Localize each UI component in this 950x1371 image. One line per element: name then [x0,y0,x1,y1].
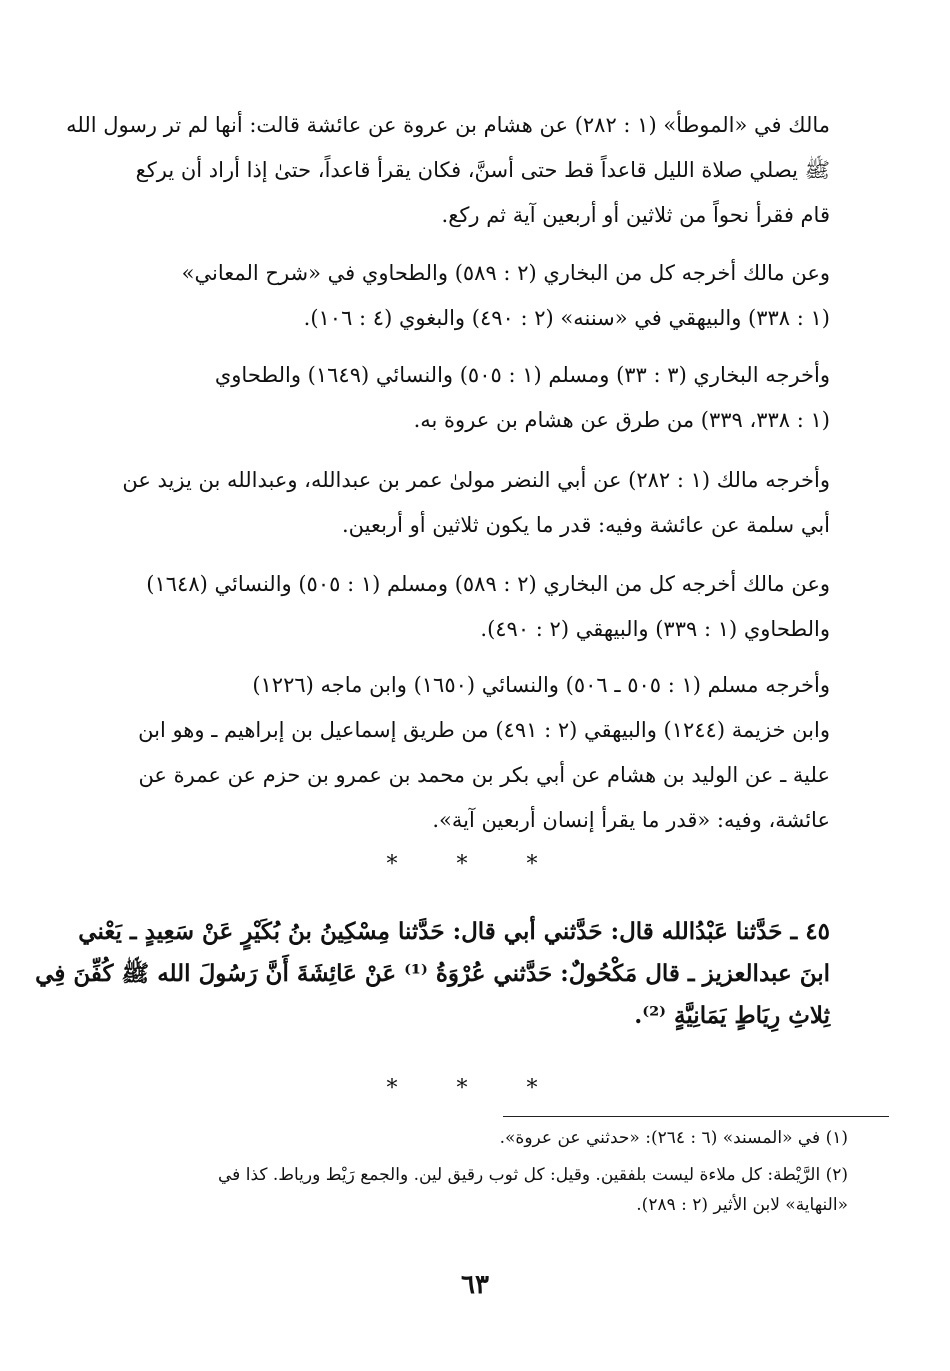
text-line: والطحاوي (١ : ٣٣٩) والبيهقي (٢ : ٤٩٠). [480,617,830,641]
footnote-line: «النهاية» لابن الأثير (٢ : ٢٨٩). [636,1195,848,1215]
hadith-line: ابنَ عبدالعزيز ـ قال مَكْحُولٌ: حَدَّثني عُرْوَةُ ⁽¹⁾ عَنْ عَائِشَةَ أَنَّ رَسُولَ الله ﷺ كُفِّنَ فِي [35,960,830,987]
hadith-line: ٤٥ ـ حَدَّثنا عَبْدُالله قال: حَدَّثني أبي قال: حَدَّثنا مِسْكِينُ بنُ بُكَيْرٍ عَنْ سَعِيدٍ ـ يَعْني [78,918,830,945]
hadith-45 [35,911,830,1037]
paragraph-2 [108,251,830,341]
hadith-line: ثِلاثِ رِيَاطٍ يَمَانِيَّةٍ ⁽²⁾. [634,1002,830,1029]
paragraph-4 [108,458,830,548]
footnote-divider [503,1116,889,1117]
paragraph-6 [108,663,830,843]
footnote-1 [108,1123,848,1153]
text-line: وأخرجه البخاري (٣ : ٣٣) ومسلم (١ : ٥٠٥) والنسائي (١٦٤٩) والطحاوي [214,363,830,387]
text-line: وأخرجه مسلم (١ : ٥٠٥ ـ ٥٠٦) والنسائي (١٦٥٠) وابن ماجه (١٢٢٦) [252,673,830,697]
paragraph-3 [108,353,830,443]
text-line: (١ : ٣٣٨، ٣٣٩) من طرق عن هشام بن عروة به. [413,408,830,432]
paragraph-5 [108,562,830,652]
text-line: وعن مالك أخرجه كل من البخاري (٢ : ٥٨٩) والطحاوي في «شرح المعاني» [181,261,830,285]
text-line: وعن مالك أخرجه كل من البخاري (٢ : ٥٨٩) ومسلم (١ : ٥٠٥) والنسائي (١٦٤٨) [146,572,830,596]
footnote-line: (١) في «المسند» (٦ : ٢٦٤): «حدثني عن عروة». [499,1128,848,1148]
text-line: مالك في «الموطأ» (١ : ٢٨٢) عن هشام بن عروة عن عائشة قالت: أنها لم تر رسول الله [66,113,830,137]
text-line: وأخرجه مالك (١ : ٢٨٢) عن أبي النضر مولىٰ عمر بن عبدالله، وعبدالله بن يزيد عن [122,468,830,492]
text-line: أبي سلمة عن عائشة وفيه: قدر ما يكون ثلاثين أو أربعين. [341,513,830,537]
page-number: ٦٣ [461,1270,489,1300]
text-line: علية ـ عن الوليد بن هشام عن أبي بكر بن محمد بن عمرو بن حزم عن عمرة عن [138,763,830,787]
paragraph-1 [66,103,830,238]
text-line: (١ : ٣٣٨) والبيهقي في «سننه» (٢ : ٤٩٠) والبغوي (٤ : ١٠٦). [303,306,830,330]
text-line: ﷺ يصلي صلاة الليل قاعداً قط حتى أسنَّ، فكان يقرأ قاعداً، حتىٰ إذا أراد أن يركع [135,158,830,182]
section-separator: * * * [386,1076,564,1101]
text-line: قام فقرأ نحواً من ثلاثين أو أربعين آية ثم ركع. [441,203,830,227]
footnote-2 [108,1160,848,1220]
footnote-line: (٢) الرَّيْطة: كل ملاءة ليست بلفقين. وقيل: كل ثوب رقيق لين. والجمع رَيْط ورياط. كذا في [218,1165,848,1185]
text-line: وابن خزيمة (١٢٤٤) والبيهقي (٢ : ٤٩١) من طريق إسماعيل بن إبراهيم ـ وهو ابن [138,718,830,742]
section-separator: * * * [386,852,564,877]
text-line: عائشة، وفيه: «قدر ما يقرأ إنسان أربعين آية». [432,808,830,832]
